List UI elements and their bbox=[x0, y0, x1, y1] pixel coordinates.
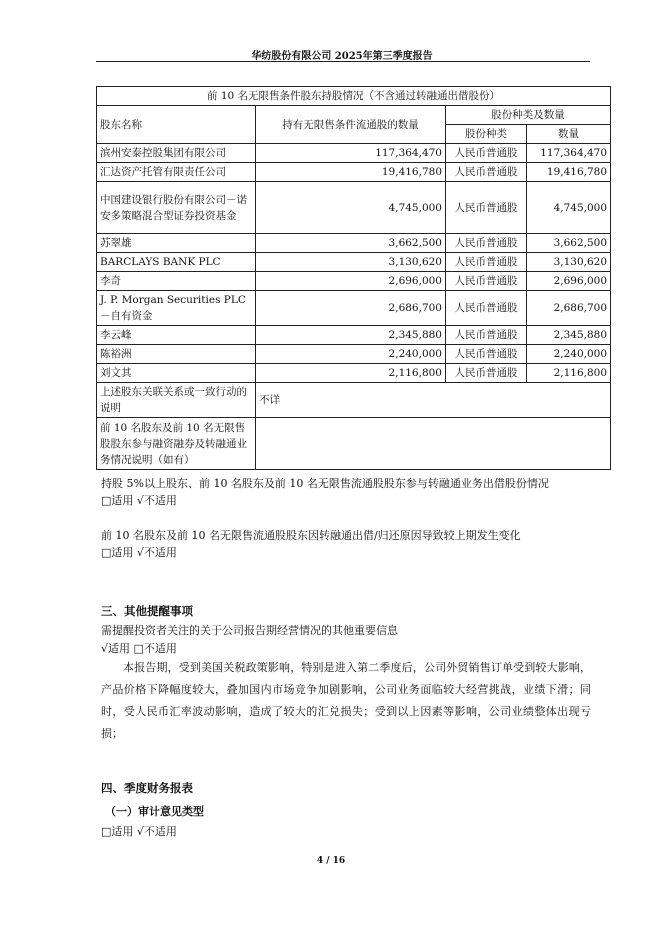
holder-qty: 3,662,500 bbox=[256, 234, 446, 253]
holder-name: J. P. Morgan Securities PLC－自有资金 bbox=[97, 291, 256, 326]
section3-subtitle: 需提醒投资者关注的关于公司报告期经营情况的其他重要信息 bbox=[101, 624, 398, 637]
holder-amount: 3,130,620 bbox=[527, 253, 611, 272]
table-row bbox=[97, 326, 611, 345]
holder-share-class: 人民币普通股 bbox=[446, 163, 527, 182]
related-parties-label: 上述股东关联关系或一致行动的说明 bbox=[97, 383, 256, 418]
table-row bbox=[97, 364, 611, 383]
holder-name: 李奇 bbox=[97, 272, 256, 291]
holder-name: 刘文其 bbox=[97, 364, 256, 383]
holder-qty: 19,416,780 bbox=[256, 163, 446, 182]
holder-name: 陈裕洲 bbox=[97, 345, 256, 364]
holder-qty: 2,696,000 bbox=[256, 272, 446, 291]
holder-name: 苏翠雄 bbox=[97, 234, 256, 253]
table-row bbox=[97, 272, 611, 291]
holder-name: 李云峰 bbox=[97, 326, 256, 345]
section3-check: √适用 □不适用 bbox=[101, 642, 177, 655]
holder-qty: 2,116,800 bbox=[256, 364, 446, 383]
holder-share-class: 人民币普通股 bbox=[446, 182, 527, 234]
margin-trading-value bbox=[256, 418, 611, 470]
table-row bbox=[97, 163, 611, 182]
holder-amount: 2,696,000 bbox=[527, 272, 611, 291]
holder-name: BARCLAYS BANK PLC bbox=[97, 253, 256, 272]
section3-body: 本报告期，受到美国关税政策影响，特别是进入第二季度后，公司外贸销售订单受到较大影响，产品价格下降幅度较大，叠加国内市场竞争加剧影响，公司业务面临较大经营挑战，业绩下滑；同时，受人民币汇率波动影响，造成了较大的汇兑损失；受到以上因素等影响，公司业绩整体出现亏损； bbox=[101, 661, 591, 740]
holder-amount: 2,116,800 bbox=[527, 364, 611, 383]
holder-amount: 2,686,700 bbox=[527, 291, 611, 326]
col-header-class-group: 股份种类及数量 bbox=[446, 106, 611, 125]
holder-qty: 4,745,000 bbox=[256, 182, 446, 234]
holder-amount: 2,240,000 bbox=[527, 345, 611, 364]
table-caption: 前 10 名无限售条件股东持股情况（不含通过转融通出借股份） bbox=[97, 87, 611, 106]
top-holders-table bbox=[96, 86, 611, 470]
section4-title: 四、季度财务报表 bbox=[101, 781, 193, 795]
holder-amount: 117,364,470 bbox=[527, 144, 611, 163]
table-row bbox=[97, 234, 611, 253]
holder-qty: 2,240,000 bbox=[256, 345, 446, 364]
section3-title: 三、其他提醒事项 bbox=[101, 604, 193, 618]
margin-trading-row bbox=[97, 418, 611, 470]
holder-share-class: 人民币普通股 bbox=[446, 253, 527, 272]
holder-name: 滨州安泰控股集团有限公司 bbox=[97, 144, 256, 163]
report-header: 华纺股份有限公司 2025年第三季度报告 bbox=[251, 51, 433, 62]
holder-name: 中国建设银行股份有限公司－诺安多策略混合型证券投资基金 bbox=[97, 182, 256, 234]
col-header-amount: 数量 bbox=[527, 125, 611, 144]
section4-subtitle: （一）审计意见类型 bbox=[105, 805, 204, 818]
holder-qty: 3,130,620 bbox=[256, 253, 446, 272]
col-header-class: 股份种类 bbox=[446, 125, 527, 144]
header-rule bbox=[96, 61, 590, 62]
holder-amount: 2,345,880 bbox=[527, 326, 611, 345]
holder-amount: 4,745,000 bbox=[527, 182, 611, 234]
change-check: □适用 √不适用 bbox=[101, 546, 177, 559]
holder-share-class: 人民币普通股 bbox=[446, 364, 527, 383]
holder-qty: 117,364,470 bbox=[256, 144, 446, 163]
holder-share-class: 人民币普通股 bbox=[446, 326, 527, 345]
holder-amount: 19,416,780 bbox=[527, 163, 611, 182]
lending-check: □适用 √不适用 bbox=[101, 494, 177, 507]
holder-name: 汇达资产托管有限责任公司 bbox=[97, 163, 256, 182]
holder-qty: 2,686,700 bbox=[256, 291, 446, 326]
holder-share-class: 人民币普通股 bbox=[446, 144, 527, 163]
related-parties-row bbox=[97, 383, 611, 418]
change-text: 前 10 名股东及前 10 名无限售流通股股东因转融通出借/归还原因导致较上期发生变化 bbox=[101, 529, 521, 542]
table-row bbox=[97, 291, 611, 326]
table-row bbox=[97, 345, 611, 364]
col-header-qty: 持有无限售条件流通股的数量 bbox=[256, 106, 446, 144]
holder-share-class: 人民币普通股 bbox=[446, 291, 527, 326]
margin-trading-label: 前 10 名股东及前 10 名无限售股股东参与融资融券及转融通业务情况说明（如有） bbox=[97, 418, 256, 470]
col-header-name: 股东名称 bbox=[97, 106, 256, 144]
holder-amount: 3,662,500 bbox=[527, 234, 611, 253]
table-row bbox=[97, 144, 611, 163]
lending-text: 持股 5%以上股东、前 10 名股东及前 10 名无限售流通股股东参与转融通业务出借股份情况 bbox=[101, 477, 549, 490]
related-parties-value: 不详 bbox=[256, 383, 611, 418]
page-number: 4 / 16 bbox=[316, 856, 346, 866]
table-row bbox=[97, 182, 611, 234]
holder-share-class: 人民币普通股 bbox=[446, 272, 527, 291]
section4-check: □适用 √不适用 bbox=[101, 825, 177, 838]
holder-share-class: 人民币普通股 bbox=[446, 345, 527, 364]
holder-qty: 2,345,880 bbox=[256, 326, 446, 345]
holder-share-class: 人民币普通股 bbox=[446, 234, 527, 253]
table-row bbox=[97, 253, 611, 272]
